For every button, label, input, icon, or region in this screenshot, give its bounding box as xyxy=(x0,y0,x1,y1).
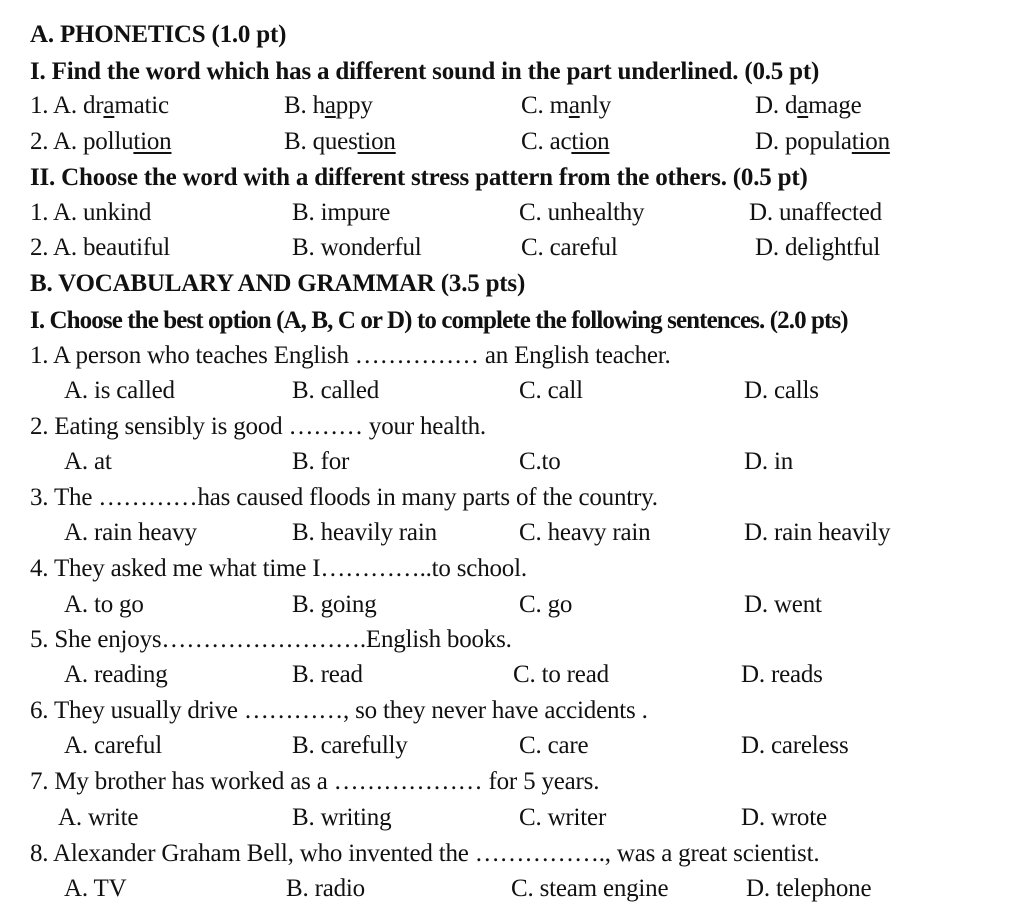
grammar-q3-option-c: C. heavy rain xyxy=(519,519,651,546)
grammar-q3-option-b: B. heavily rain xyxy=(292,519,437,546)
grammar-q6-option-c: C. care xyxy=(519,732,589,759)
stress-q2-option-c: C. careful xyxy=(521,234,618,261)
grammar-q7-option-a: A. write xyxy=(58,804,139,831)
grammar-q4-option-b: B. going xyxy=(292,591,377,618)
grammar-q5-option-c: C. to read xyxy=(513,661,609,688)
stress-q2-option-d: D. delightful xyxy=(755,234,881,261)
phonetics-part-ii-heading: II. Choose the word with a different stress pattern from the others. (0.5 pt) xyxy=(30,164,808,191)
grammar-q3-option-d: D. rain heavily xyxy=(744,519,891,546)
stress-q2-option-a: 2. A. beautiful xyxy=(30,234,171,261)
grammar-q4-option-d: D. went xyxy=(744,591,822,618)
grammar-q1-option-c: C. call xyxy=(519,377,583,404)
grammar-q2-option-b: B. for xyxy=(292,448,350,475)
phonetics-q2-option-b: B. question xyxy=(284,128,396,155)
grammar-q3-option-a: A. rain heavy xyxy=(64,519,197,546)
grammar-q5-option-b: B. read xyxy=(292,661,363,688)
grammar-q8-option-d: D. telephone xyxy=(746,875,872,902)
phonetics-q2-option-d: D. population xyxy=(755,128,890,155)
stress-q1-option-c: C. unhealthy xyxy=(519,199,645,226)
grammar-q1-stem: 1. A person who teaches English …………… an English teacher. xyxy=(30,342,671,369)
grammar-q2-option-d: D. in xyxy=(744,448,794,475)
stress-q1-option-d: D. unaffected xyxy=(749,199,882,226)
phonetics-q1-option-a: 1. A. dramatic xyxy=(30,92,169,119)
grammar-q1-option-b: B. called xyxy=(292,377,380,404)
grammar-q5-option-d: D. reads xyxy=(741,661,823,688)
grammar-q8-stem: 8. Alexander Graham Bell, who invented the ……………., was a great scientist. xyxy=(30,840,820,867)
grammar-q6-option-d: D. careless xyxy=(741,732,849,759)
grammar-q7-option-c: C. writer xyxy=(519,804,607,831)
phonetics-q1-option-c: C. manly xyxy=(521,92,612,119)
grammar-q6-stem: 6. They usually drive …………, so they never have accidents . xyxy=(30,697,648,724)
phonetics-q2-option-c: C. action xyxy=(521,128,610,155)
stress-q1-option-b: B. impure xyxy=(292,199,391,226)
phonetics-part-i-heading: I. Find the word which has a different sound in the part underlined. (0.5 pt) xyxy=(30,58,820,85)
grammar-q1-option-d: D. calls xyxy=(744,377,819,404)
stress-q1-option-a: 1. A. unkind xyxy=(30,199,152,226)
phonetics-q1-option-d: D. damage xyxy=(755,92,862,119)
grammar-q2-option-a: A. at xyxy=(64,448,112,475)
grammar-q2-option-c: C.to xyxy=(519,448,561,475)
phonetics-q1-option-b: B. happy xyxy=(284,92,373,119)
grammar-q4-option-a: A. to go xyxy=(64,591,144,618)
grammar-q7-option-b: B. writing xyxy=(292,804,392,831)
stress-q2-option-b: B. wonderful xyxy=(292,234,422,261)
grammar-q8-option-a: A. TV xyxy=(64,875,127,902)
grammar-q6-option-a: A. careful xyxy=(64,732,162,759)
grammar-q7-option-d: D. wrote xyxy=(741,804,827,831)
grammar-q8-option-b: B. radio xyxy=(286,875,365,902)
grammar-q3-stem: 3. The …………has caused floods in many parts of the country. xyxy=(30,484,658,511)
grammar-part-i-heading: I. Choose the best option (A, B, C or D) to complete the following sentences. (2.0 pts) xyxy=(30,307,848,334)
grammar-q4-stem: 4. They asked me what time I…………..to school. xyxy=(30,555,527,582)
grammar-q7-stem: 7. My brother has worked as a ……………… for 5 years. xyxy=(30,768,600,795)
section-a-title: A. PHONETICS (1.0 pt) xyxy=(30,21,287,48)
section-b-title: B. VOCABULARY AND GRAMMAR (3.5 pts) xyxy=(30,270,526,297)
grammar-q4-option-c: C. go xyxy=(519,591,573,618)
grammar-q2-stem: 2. Eating sensibly is good ……… your health. xyxy=(30,413,486,440)
phonetics-q2-option-a: 2. A. pollution xyxy=(30,128,172,155)
grammar-q5-stem: 5. She enjoys…………………….English books. xyxy=(30,626,512,653)
grammar-q6-option-b: B. carefully xyxy=(292,732,408,759)
grammar-q1-option-a: A. is called xyxy=(64,377,175,404)
grammar-q8-option-c: C. steam engine xyxy=(511,875,669,902)
grammar-q5-option-a: A. reading xyxy=(64,661,168,688)
